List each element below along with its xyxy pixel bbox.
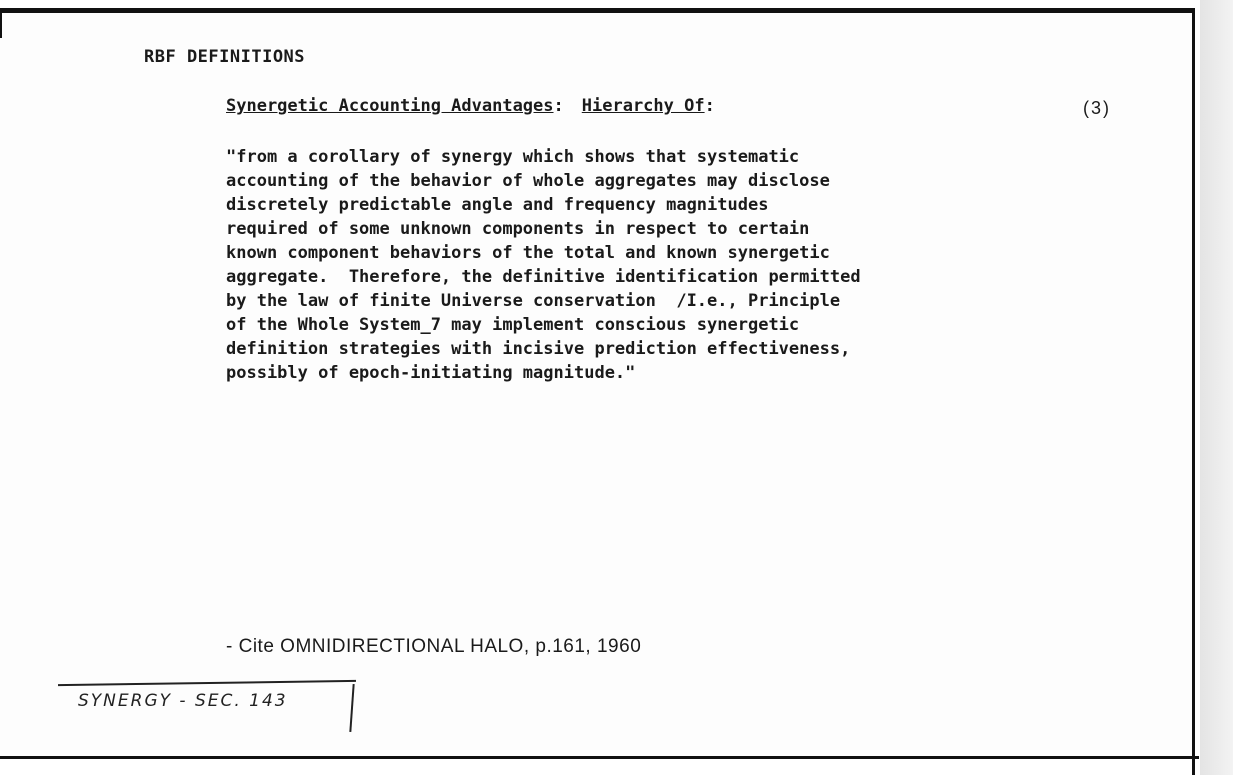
quotation-line: definition strategies with incisive prediction effectiveness,	[226, 339, 851, 359]
quotation-line: "from a corollary of synergy which shows that systematic	[226, 147, 800, 167]
quotation-line: known component behaviors of the total and known synergetic	[226, 243, 830, 263]
card-header: RBF DEFINITIONS	[144, 47, 306, 67]
quotation-line: discretely predictable angle and frequency magnitudes	[226, 195, 769, 215]
handwritten-annotation	[58, 682, 380, 732]
title-separator: :	[553, 96, 564, 116]
page-edge-shadow	[1200, 0, 1233, 775]
page-number: (3)	[1083, 98, 1111, 118]
entry-title-term: Synergetic Accounting Advantages	[226, 96, 554, 116]
entry-title	[226, 96, 715, 116]
quotation-line: by the law of finite Universe conservation /I.e., Principle	[226, 291, 841, 311]
card-bottom-border	[0, 756, 1199, 759]
annotation-bracket	[349, 684, 354, 732]
annotation-text: SYNERGY - SEC. 143	[78, 691, 288, 711]
card-corner-mark	[1192, 756, 1195, 775]
title-colon: :	[704, 96, 715, 116]
citation: - Cite OMNIDIRECTIONAL HALO, p.161, 1960	[226, 636, 642, 657]
quotation-line: possibly of epoch-initiating magnitude."	[226, 363, 636, 383]
quotation-line: of the Whole System_7 may implement conscious synergetic	[226, 315, 800, 335]
card-left-border	[0, 8, 2, 38]
quotation-line: aggregate. Therefore, the definitive identification permitted	[226, 267, 861, 287]
entry-title-subterm: Hierarchy Of	[581, 96, 705, 116]
quotation-line: accounting of the behavior of whole aggregates may disclose	[226, 171, 830, 191]
quotation-body	[226, 145, 1126, 385]
quotation-line: required of some unknown components in respect to certain	[226, 219, 810, 239]
